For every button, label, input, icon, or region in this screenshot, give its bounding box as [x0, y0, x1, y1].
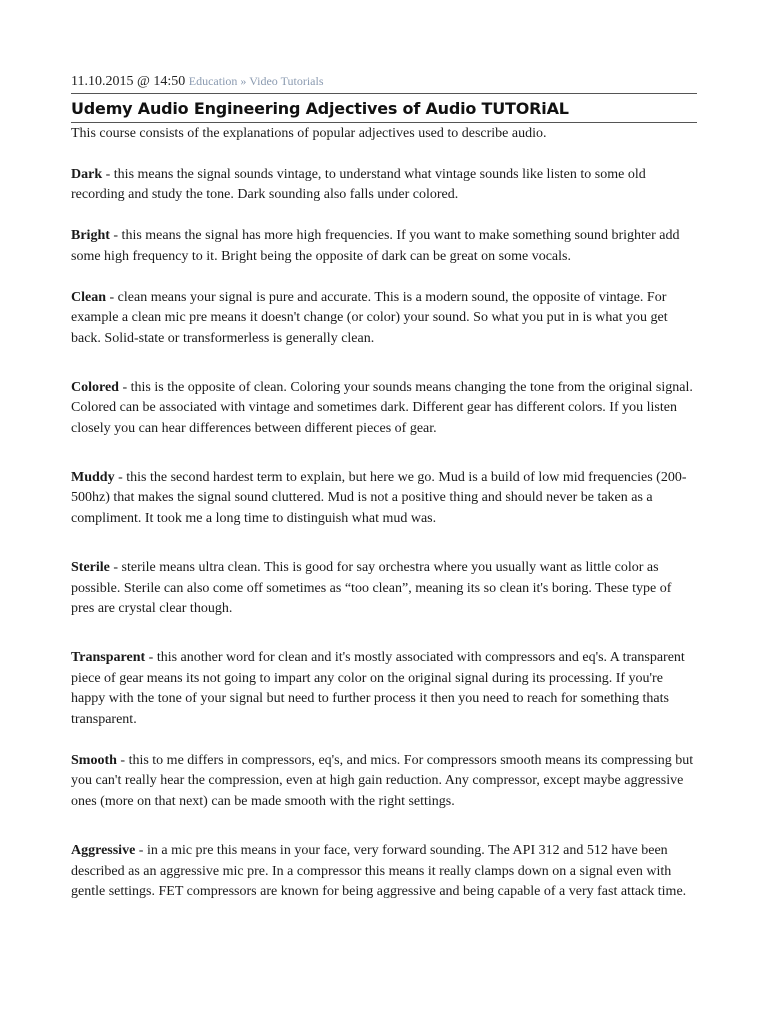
entry-term: Bright: [71, 228, 110, 244]
entry-term: Transparent: [71, 649, 146, 665]
breadcrumb[interactable]: Education » Video Tutorials: [188, 74, 324, 88]
entry-colored: [71, 378, 697, 440]
entry-term: Aggressive: [71, 842, 136, 858]
intro-paragraph: This course consists of the explanations of popular adjectives used to describe audio.: [71, 126, 547, 141]
entry-muddy: [71, 468, 697, 530]
entry-text: - this another word for clean and it's mostly associated with compressors and eq's. A transparent piece of gear means its not going to impart any color on the original signal during its processing. If you're happy with the tone of your signal but need to further process it then you need to reach for something thats transparent.: [71, 649, 685, 728]
entry-sterile: [71, 558, 697, 620]
entry-transparent: [71, 648, 697, 731]
entry-term: Smooth: [71, 752, 117, 768]
entry-smooth: [71, 751, 697, 813]
entry-aggressive: [71, 841, 697, 903]
entry-text: - in a mic pre this means in your face, very forward sounding. The API 312 and 512 have been described as an aggressive mic pre. In a compressor this means it really clamps down on a signal even with gentle settings. FET compressors are known for being aggressive and being capable of a very fast attack time.: [71, 842, 687, 900]
entry-term: Colored: [71, 379, 119, 395]
entry-clean: [71, 288, 697, 350]
page-title: Udemy Audio Engineering Adjectives of Audio TUTORiAL: [71, 94, 697, 123]
entry-text: - clean means your signal is pure and accurate. This is a modern sound, the opposite of vintage. For example a clean mic pre means it doesn't change (or color) your sound. So what you put in is what you get back. Solid-state or transformerless is generally clean.: [71, 289, 668, 346]
entry-term: Muddy: [71, 469, 115, 485]
post-meta: [71, 72, 697, 94]
entry-text: - sterile means ultra clean. This is good for say orchestra where you usually want as little color as possible. Sterile can also come off sometimes as “too clean”, meaning its so clean it's boring. These type of pres are crystal clear though.: [71, 559, 672, 617]
entry-dark: [71, 165, 697, 206]
entry-text: - this is the opposite of clean. Coloring your sounds means changing the tone from the original signal. Colored can be associated with vintage and sometimes dark. Different gear has different colors. If you listen closely you can hear differences between different pieces of gear.: [71, 379, 693, 437]
entry-term: Clean: [71, 289, 106, 305]
entry-text: - this means the signal has more high frequencies. If you want to make something sound brighter add some high frequency to it. Bright being the opposite of dark can be great on some vocals.: [71, 228, 680, 264]
article: [71, 72, 697, 903]
entry-term: Sterile: [71, 559, 110, 575]
entry-bright: [71, 226, 697, 267]
post-timestamp: 11.10.2015 @ 14:50: [71, 74, 186, 89]
entry-text: - this means the signal sounds vintage, to understand what vintage sounds like listen to some old recording and study the tone. Dark sounding also falls under colored.: [71, 166, 646, 203]
entry-text: - this to me differs in compressors, eq's, and mics. For compressors smooth means its compressing but you can't really hear the compression, even at high gain reduction. Any compressor, except maybe aggressive ones (more on that next) can be made smooth with the right settings.: [71, 752, 694, 810]
entry-term: Dark: [71, 166, 103, 182]
entry-text: - this the second hardest term to explain, but here we go. Mud is a build of low mid frequencies (200-500hz) that makes the signal sound cluttered. Mud is not a positive thing and should never be taken as a compliment. It took me a long time to distinguish what mud was.: [71, 469, 687, 527]
